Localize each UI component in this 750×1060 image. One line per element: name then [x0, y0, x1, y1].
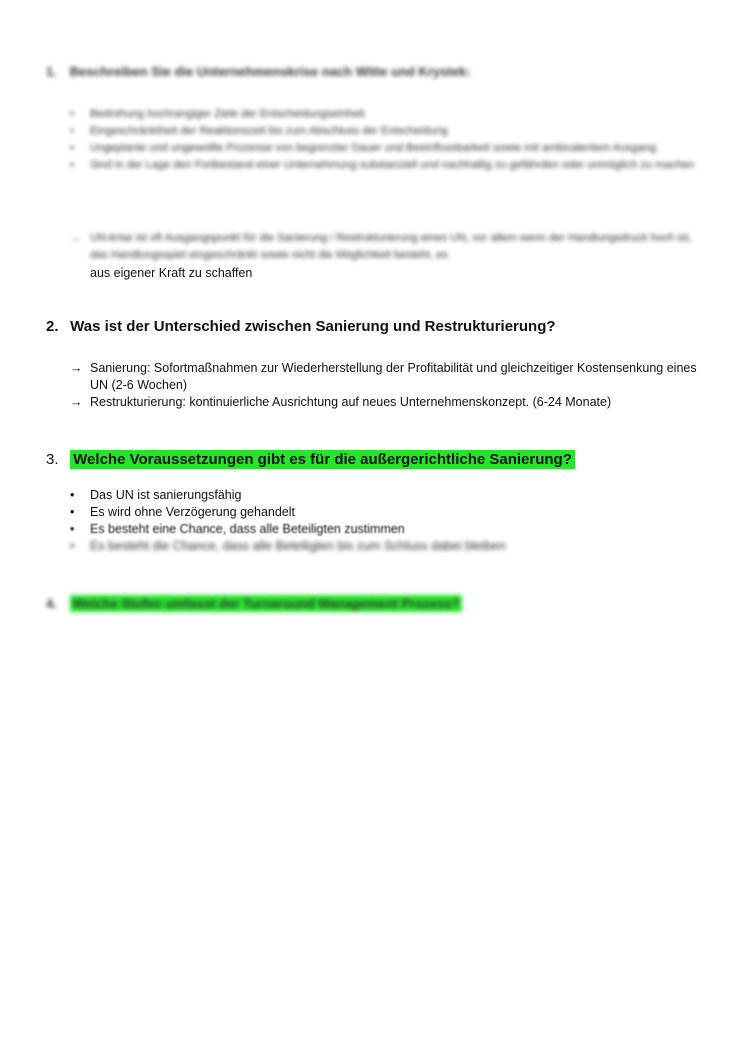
question-1-heading [46, 64, 470, 79]
question-title-highlighted: Welche Stufen umfasst der Turnaround Management Prozess? [70, 595, 463, 612]
list-item: • Es besteht eine Chance, dass alle Beteiligten zustimmen [70, 522, 405, 536]
question-1-list [70, 106, 710, 174]
list-item: • Es wird ohne Verzögerung gehandelt [70, 505, 296, 519]
bullet-icon: • [70, 522, 75, 536]
question-3-heading [46, 451, 575, 468]
bullet-icon: • [70, 488, 75, 502]
question-2-list [70, 360, 710, 411]
bullet-icon: • [70, 142, 74, 154]
question-number: 1. [46, 64, 57, 79]
list-item: → Restrukturierung: kontinuierliche Ausrichtung auf neues Unternehmenskonzept. (6-24 Monate) [70, 395, 612, 409]
list-item: • Es besteht die Chance, dass alle Beteiligten bis zum Schluss dabei bleiben [70, 539, 506, 553]
list-item: → Sanierung: Sofortmaßnahmen zur Wiederherstellung der Profitabilität und gleichzeitiger Kostensenkung eines UN (2-6 Wochen) [70, 361, 697, 392]
bullet-icon: • [70, 159, 74, 171]
question-3-list [70, 487, 710, 555]
bullet-icon: • [70, 505, 75, 519]
question-title: Was ist der Unterschied zwischen Sanierung und Restrukturierung? [70, 318, 556, 335]
question-1-arrow-list [70, 230, 710, 264]
question-number: 4. [46, 596, 57, 611]
bullet-icon: • [70, 125, 74, 137]
question-4-heading [46, 596, 462, 611]
question-1-arrow-tail: aus eigener Kraft zu schaffen [90, 266, 253, 280]
list-item: • Das UN ist sanierungsfähig [70, 488, 242, 502]
question-title-highlighted: Welche Voraussetzungen gibt es für die außergerichtliche Sanierung? [70, 450, 575, 469]
bullet-icon: • [70, 108, 74, 120]
question-2-heading [46, 318, 556, 335]
bullet-icon: • [70, 539, 75, 553]
arrow-icon: → [70, 395, 83, 409]
list-item: → UN-krise ist oft Ausgangspunkt für die Sanierung / Restrukturierung eines UN, vor allem wenn der Handlungsdruck hoch ist, das Handlungsspiel eingeschränkt sowie nicht die Möglichkeit besteht, es [70, 232, 692, 261]
question-number: 3. [46, 451, 59, 468]
question-title: Beschreiben Sie die Unternehmenskrise nach Witte und Krystek: [69, 64, 471, 79]
list-item: • Eingeschränktheit der Reaktionszeit bis zum Abschluss der Entscheidung [70, 123, 710, 140]
list-item: • Bedrohung hochrangiger Ziele der Entscheidungseinheit [70, 106, 710, 123]
list-item: • Sind in der Lage den Fortbestand einer Unternehmung substanziell und nachhaltig zu gefährden oder unmöglich zu machen [70, 157, 710, 174]
question-number: 2. [46, 318, 59, 335]
arrow-icon: → [70, 361, 83, 375]
arrow-icon: → [70, 232, 81, 244]
list-item: • Ungeplante und ungewollte Prozesse von begrenzter Dauer und Beeinflussbarkeit sowie mit ambivalentem Ausgang [70, 140, 710, 157]
